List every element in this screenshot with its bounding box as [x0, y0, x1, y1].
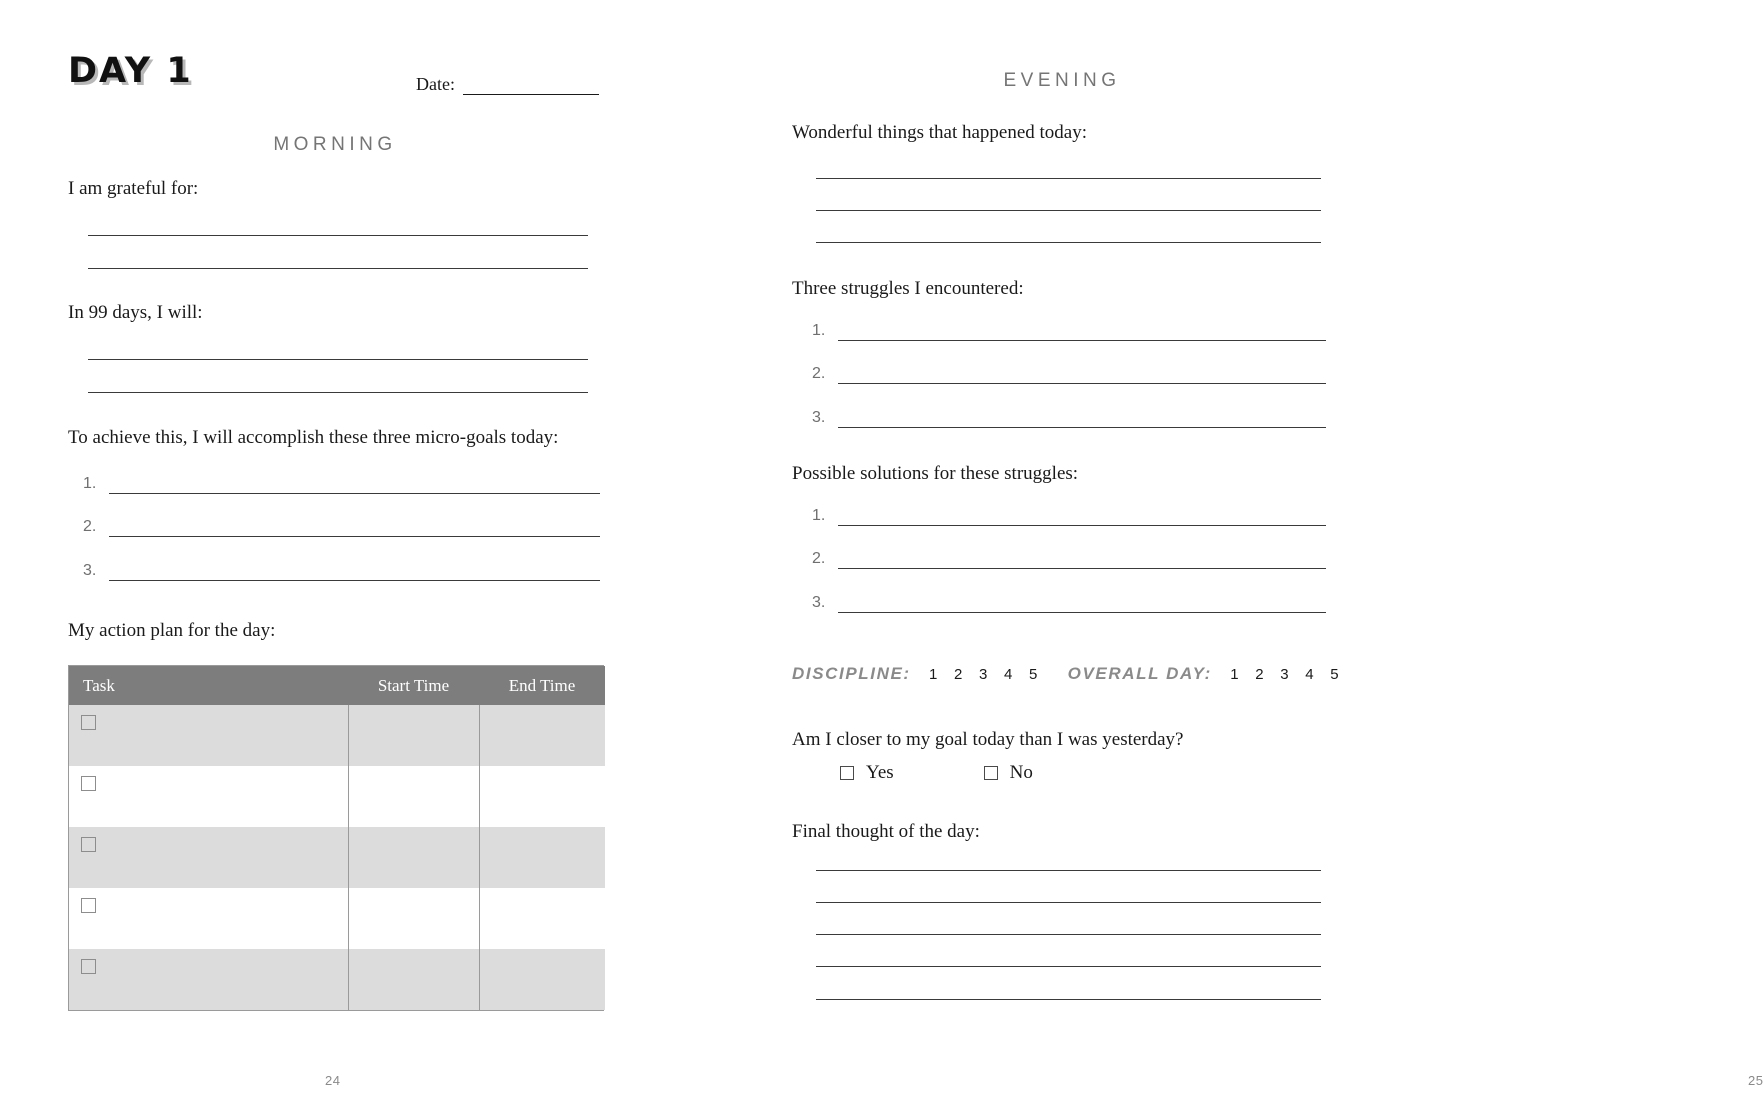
task-cell[interactable] [69, 827, 348, 888]
struggles-prompt: Three struggles I encountered: [792, 278, 1024, 299]
struggle-row-2[interactable] [812, 366, 1326, 384]
date-field[interactable] [416, 74, 599, 95]
micro-goal-number-2: 2. [83, 518, 97, 535]
solution-line-3[interactable] [838, 612, 1326, 613]
discipline-rating-3[interactable]: 3 [979, 666, 988, 683]
table-row[interactable] [69, 705, 605, 766]
micro-goal-row-2[interactable] [83, 519, 600, 537]
page-number-left: 24 [325, 1073, 341, 1088]
end-time-cell[interactable] [479, 888, 605, 949]
overall-day-scale[interactable] [1222, 666, 1347, 683]
yes-no-group [840, 762, 1033, 784]
final-thought-prompt: Final thought of the day: [792, 821, 980, 842]
wonderful-line-3[interactable] [816, 242, 1321, 243]
date-label: Date: [416, 74, 455, 94]
overall-day-rating-5[interactable]: 5 [1330, 666, 1339, 683]
discipline-rating-5[interactable]: 5 [1029, 666, 1038, 683]
start-time-cell[interactable] [348, 705, 479, 766]
struggle-number-3: 3. [812, 409, 826, 426]
overall-day-rating-1[interactable]: 1 [1230, 666, 1239, 683]
grateful-line-1[interactable] [88, 235, 588, 236]
discipline-rating-2[interactable]: 2 [954, 666, 963, 683]
column-header-start-time: Start Time [348, 666, 479, 705]
start-time-cell[interactable] [348, 766, 479, 827]
grateful-prompt: I am grateful for: [68, 178, 199, 199]
final-thought-line-4[interactable] [816, 966, 1321, 967]
overall-day-rating-3[interactable]: 3 [1280, 666, 1289, 683]
day-title: DAY 1 [68, 51, 193, 91]
evening-heading: EVENING [1003, 70, 1121, 91]
end-time-cell[interactable] [479, 949, 605, 1010]
micro-goal-row-3[interactable] [83, 563, 600, 581]
task-cell[interactable] [69, 888, 348, 949]
solutions-prompt: Possible solutions for these struggles: [792, 463, 1079, 484]
start-time-cell[interactable] [348, 827, 479, 888]
solution-number-2: 2. [812, 550, 826, 567]
yes-label: Yes [866, 762, 894, 783]
task-checkbox[interactable] [81, 715, 96, 730]
goal-line-2[interactable] [88, 392, 588, 393]
action-plan-prompt: My action plan for the day: [68, 620, 276, 641]
struggle-number-2: 2. [812, 365, 826, 382]
micro-goal-line-3[interactable] [109, 580, 600, 581]
micro-goal-line-2[interactable] [109, 536, 600, 537]
action-plan-table [68, 665, 604, 1011]
task-checkbox[interactable] [81, 776, 96, 791]
table-row[interactable] [69, 949, 605, 1010]
yes-checkbox[interactable] [840, 766, 854, 780]
micro-goal-number-1: 1. [83, 475, 97, 492]
discipline-scale[interactable] [921, 666, 1046, 683]
rating-scales [792, 664, 1347, 684]
start-time-cell[interactable] [348, 949, 479, 1010]
wonderful-prompt: Wonderful things that happened today: [792, 122, 1088, 143]
wonderful-line-2[interactable] [816, 210, 1321, 211]
solution-number-3: 3. [812, 594, 826, 611]
micro-goals-prompt: To achieve this, I will accomplish these three micro-goals today: [68, 427, 559, 448]
discipline-rating-4[interactable]: 4 [1004, 666, 1013, 683]
morning-heading: MORNING [273, 134, 397, 155]
final-thought-line-5[interactable] [816, 999, 1321, 1000]
solution-line-2[interactable] [838, 568, 1326, 569]
solution-number-1: 1. [812, 507, 826, 524]
table-row[interactable] [69, 827, 605, 888]
struggle-number-1: 1. [812, 322, 826, 339]
column-header-end-time: End Time [479, 666, 605, 705]
end-time-cell[interactable] [479, 766, 605, 827]
discipline-label: DISCIPLINE: [792, 664, 911, 683]
page-number-right: 25 [1748, 1073, 1763, 1088]
solution-row-3[interactable] [812, 595, 1326, 613]
end-time-cell[interactable] [479, 827, 605, 888]
task-checkbox[interactable] [81, 959, 96, 974]
final-thought-line-3[interactable] [816, 934, 1321, 935]
table-row[interactable] [69, 888, 605, 949]
date-input-line[interactable] [463, 79, 599, 95]
micro-goal-row-1[interactable] [83, 476, 600, 494]
solution-row-2[interactable] [812, 551, 1326, 569]
closer-prompt: Am I closer to my goal today than I was yesterday? [792, 729, 1184, 750]
struggle-row-3[interactable] [812, 410, 1326, 428]
no-option[interactable] [984, 762, 1033, 784]
left-page [0, 0, 698, 1116]
struggle-line-1[interactable] [838, 340, 1326, 341]
task-cell[interactable] [69, 949, 348, 1010]
micro-goal-line-1[interactable] [109, 493, 600, 494]
end-time-cell[interactable] [479, 705, 605, 766]
task-cell[interactable] [69, 705, 348, 766]
task-checkbox[interactable] [81, 898, 96, 913]
final-thought-line-1[interactable] [816, 870, 1321, 871]
column-header-task: Task [69, 666, 348, 705]
overall-day-rating-4[interactable]: 4 [1305, 666, 1314, 683]
struggle-line-2[interactable] [838, 383, 1326, 384]
wonderful-line-1[interactable] [816, 178, 1321, 179]
yes-option[interactable] [840, 762, 894, 784]
table-header-row [69, 666, 605, 705]
table-row[interactable] [69, 766, 605, 827]
no-checkbox[interactable] [984, 766, 998, 780]
overall-day-rating-2[interactable]: 2 [1255, 666, 1264, 683]
struggle-line-3[interactable] [838, 427, 1326, 428]
overall-day-label: OVERALL DAY: [1067, 664, 1212, 683]
no-label: No [1009, 762, 1033, 783]
task-cell[interactable] [69, 766, 348, 827]
grateful-line-2[interactable] [88, 268, 588, 269]
final-thought-line-2[interactable] [816, 902, 1321, 903]
task-checkbox[interactable] [81, 837, 96, 852]
solution-line-1[interactable] [838, 525, 1326, 526]
solution-row-1[interactable] [812, 508, 1326, 526]
goal-line-1[interactable] [88, 359, 588, 360]
discipline-rating-1[interactable]: 1 [929, 666, 938, 683]
right-page [698, 0, 1763, 1116]
start-time-cell[interactable] [348, 888, 479, 949]
goal-prompt: In 99 days, I will: [68, 302, 203, 323]
micro-goal-number-3: 3. [83, 562, 97, 579]
struggle-row-1[interactable] [812, 323, 1326, 341]
